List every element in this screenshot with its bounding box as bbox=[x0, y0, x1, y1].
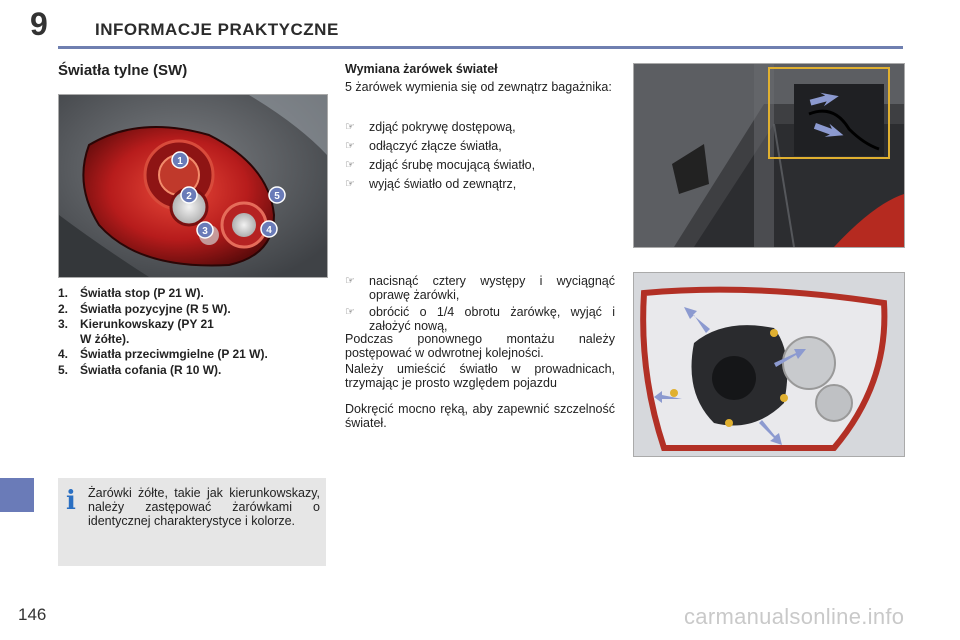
step-item: ☞ odłączyć złącze światła, bbox=[345, 139, 502, 153]
header-rule bbox=[58, 46, 903, 49]
lamp-unit-figure bbox=[633, 272, 905, 457]
svg-text:3: 3 bbox=[202, 226, 208, 237]
callout-1 bbox=[172, 152, 188, 168]
svg-text:1: 1 bbox=[177, 156, 183, 167]
step-item: ☞ zdjąć śrubę mocującą światło, bbox=[345, 158, 536, 172]
step-item: ☞ obrócić o 1/4 obrotu żarówkę, wyjąć i założyć nową, bbox=[345, 305, 615, 333]
step-item: ☞ wyjąć światło od zewnątrz, bbox=[345, 177, 517, 191]
svg-text:5: 5 bbox=[274, 191, 280, 202]
info-note-text: Żarówki żółte, takie jak kierunkowskazy, należy zastępować żarówkami o identycznej charakterystyce i kolorze. bbox=[88, 486, 320, 528]
bulb-list-item: 5. Światła cofania (R 10 W). bbox=[58, 362, 222, 377]
bulb-list bbox=[58, 286, 333, 378]
bulb-list-item: 2. Światła pozycyjne (R 5 W). bbox=[58, 301, 231, 316]
taillight-illustration bbox=[59, 95, 327, 277]
callout-4 bbox=[261, 221, 277, 237]
taillight-figure bbox=[58, 94, 328, 278]
bulb-list-item: 3. Kierunkowskazy (PY 21 W żółte). bbox=[58, 317, 214, 346]
info-note bbox=[58, 478, 326, 566]
trunk-access-figure bbox=[633, 63, 905, 248]
callout-2 bbox=[181, 187, 197, 203]
chapter-number: 9 bbox=[30, 6, 48, 42]
callout-3 bbox=[197, 222, 213, 238]
svg-text:4: 4 bbox=[266, 225, 272, 236]
svg-text:2: 2 bbox=[186, 191, 192, 202]
page-number: 146 bbox=[18, 605, 47, 624]
pointing-hand-icon: ☞ bbox=[345, 178, 355, 190]
steps-list-removal bbox=[345, 120, 615, 196]
lamp-unit-illustration bbox=[634, 273, 904, 456]
chapter-title: INFORMACJE PRAKTYCZNE bbox=[95, 20, 339, 39]
pointing-hand-icon: ☞ bbox=[345, 140, 355, 152]
bulb-list-item: 4. Światła przeciwmgielne (P 21 W). bbox=[58, 347, 268, 361]
chapter-side-tab bbox=[0, 478, 34, 512]
instructions-title: Wymiana żarówek świateł bbox=[345, 62, 498, 76]
callout-5 bbox=[269, 187, 285, 203]
bulb-list-item: 1. Światła stop (P 21 W). bbox=[58, 286, 204, 300]
step-item: ☞ zdjąć pokrywę dostępową, bbox=[345, 120, 516, 134]
pointing-hand-icon: ☞ bbox=[345, 275, 355, 287]
pointing-hand-icon: ☞ bbox=[345, 159, 355, 171]
section-title: Światła tylne (SW) bbox=[58, 62, 188, 79]
trunk-illustration bbox=[634, 64, 904, 247]
reassembly-note: Podczas ponownego montażu należy postępować w odwrotnej kolejności. bbox=[345, 332, 615, 360]
pointing-hand-icon: ☞ bbox=[345, 306, 355, 318]
step-item: ☞ nacisnąć cztery występy i wyciągnąć oprawę żarówki, bbox=[345, 274, 615, 302]
placement-note: Należy umieścić światło w prowadnicach, trzymając je prosto względem pojazdu bbox=[345, 362, 615, 390]
steps-list-bulb bbox=[345, 274, 615, 336]
tighten-note: Dokręcić mocno ręką, aby zapewnić szczelność świateł. bbox=[345, 402, 615, 430]
watermark: carmanualsonline.info bbox=[684, 604, 905, 629]
info-icon: i bbox=[66, 486, 76, 516]
instructions-intro: 5 żarówek wymienia się od zewnątrz bagażnika: bbox=[345, 80, 612, 94]
pointing-hand-icon: ☞ bbox=[345, 121, 355, 133]
